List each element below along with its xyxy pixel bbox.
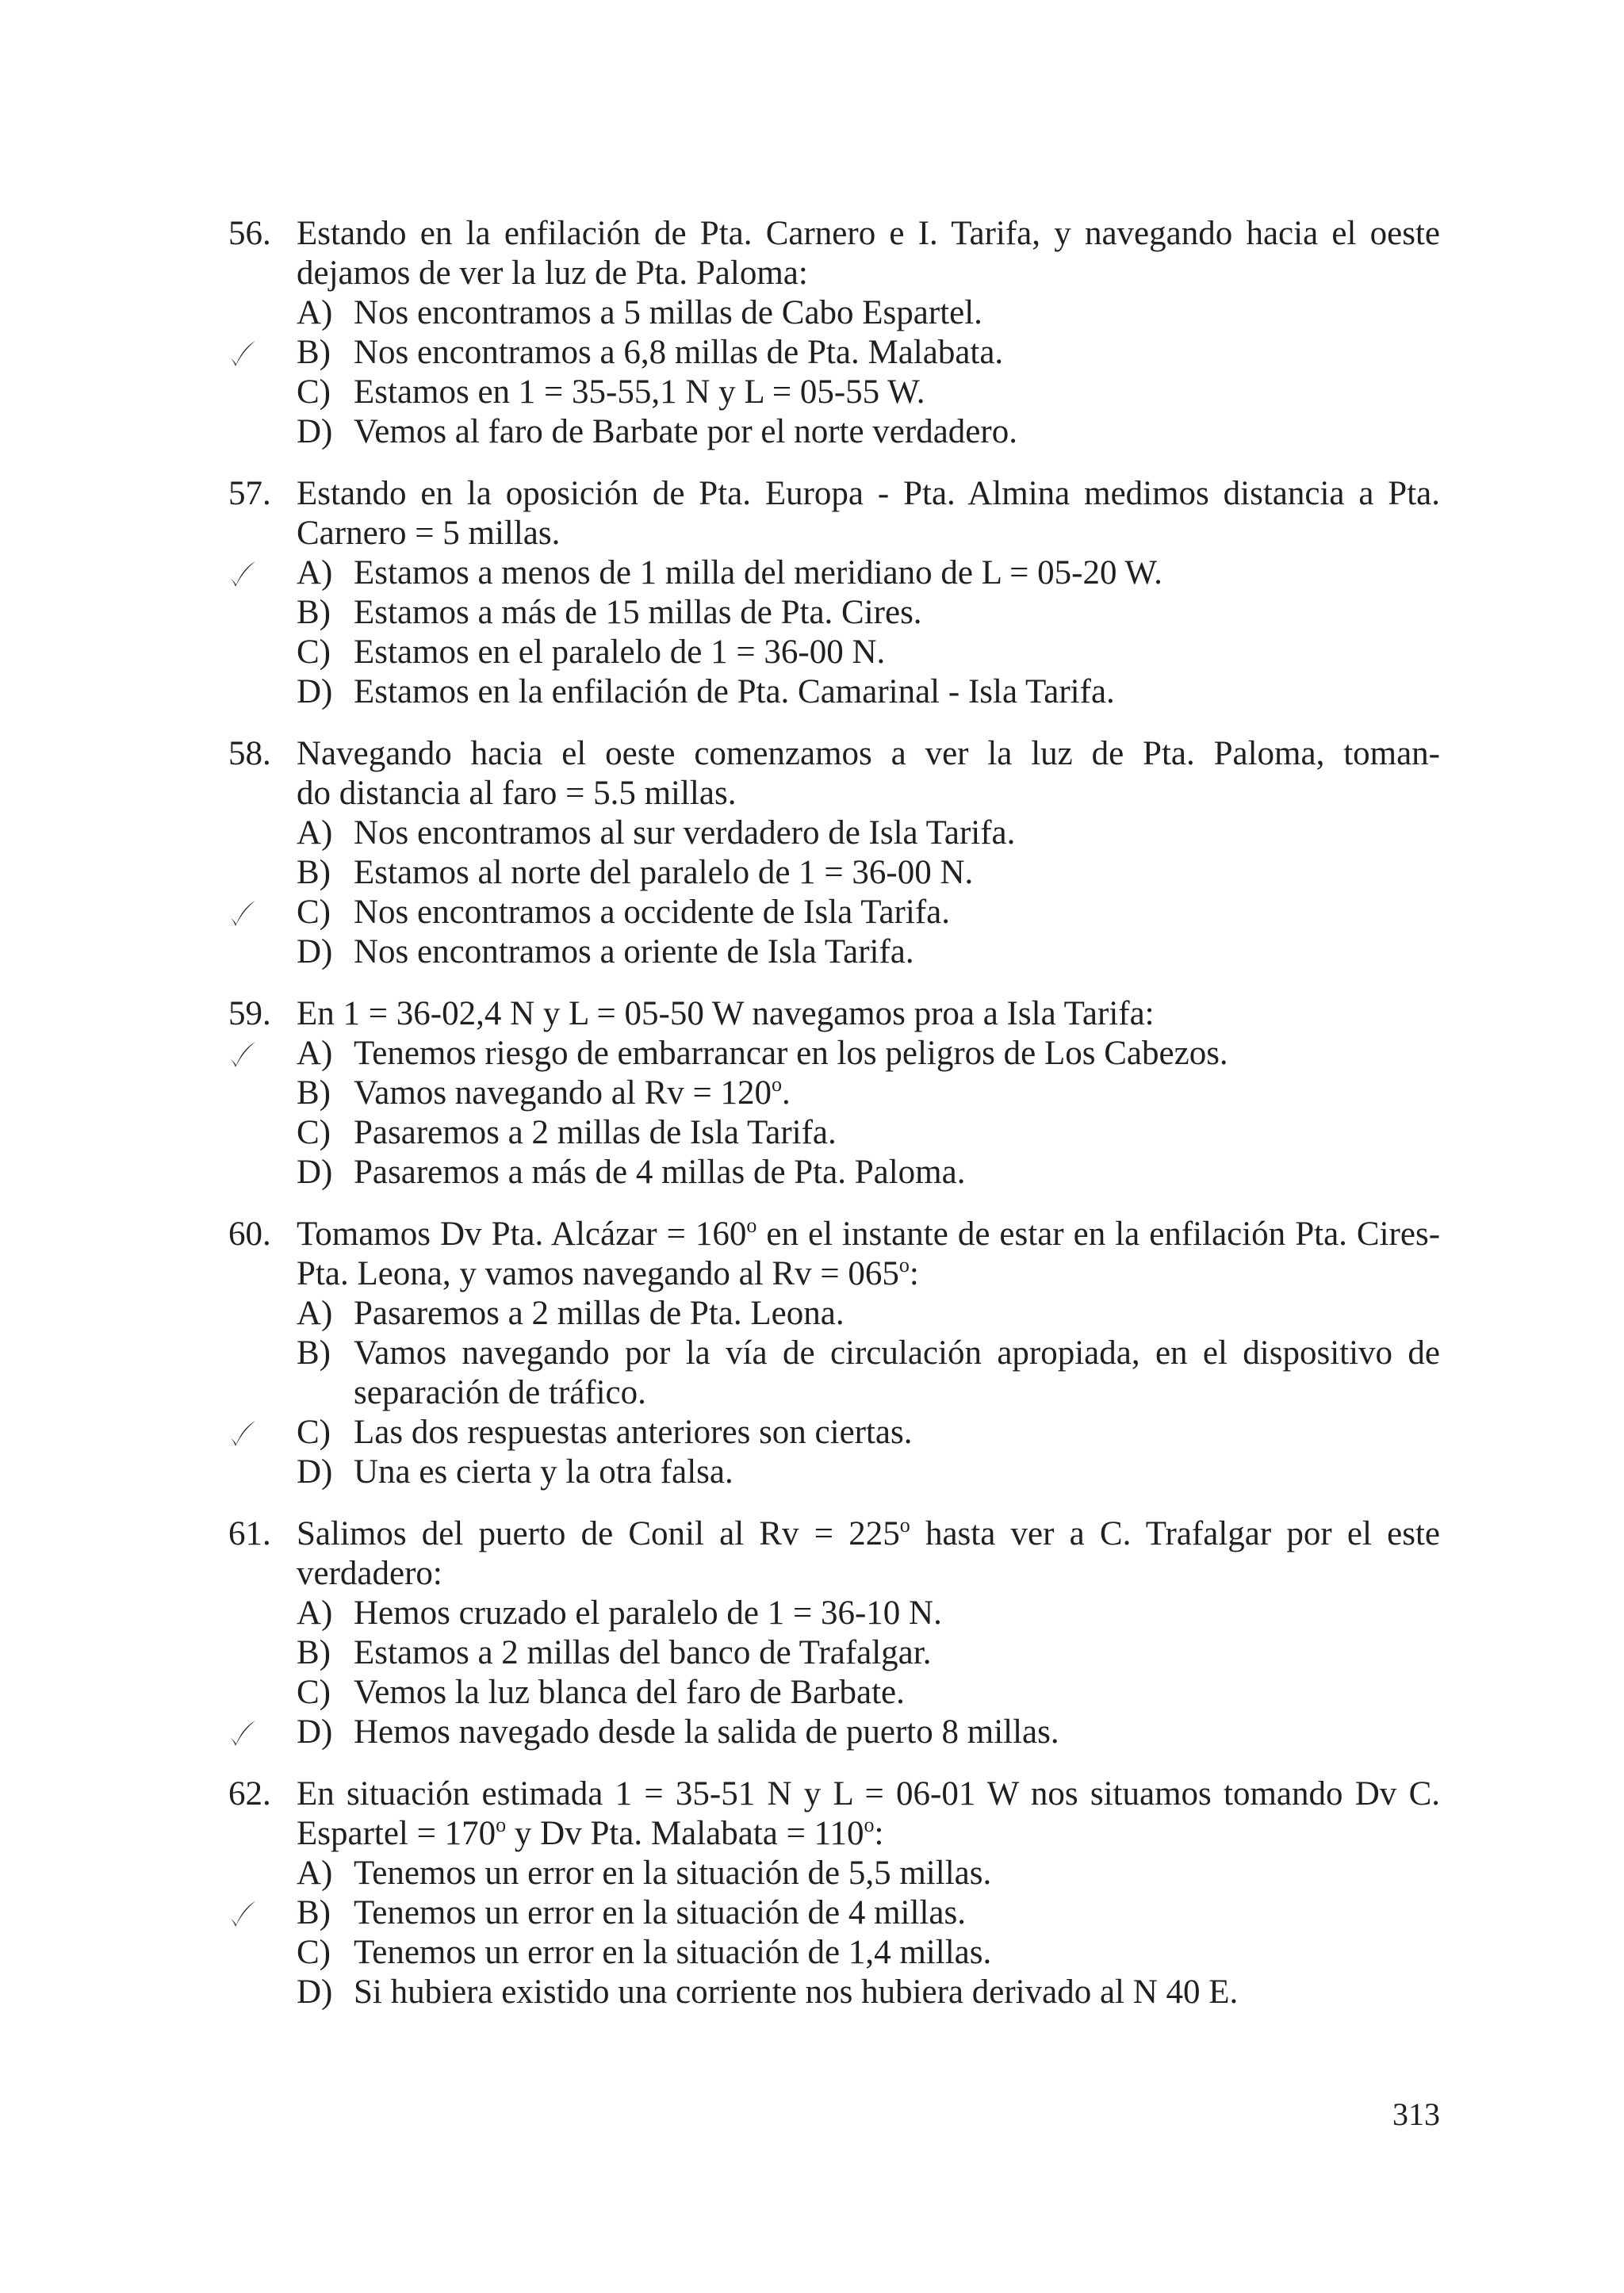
check-mark-icon (225, 1418, 259, 1451)
option-letter: B) (297, 1894, 331, 1931)
option-text: Si hubiera existido una corriente nos hubiera derivado al N 40 E. (354, 1973, 1239, 2011)
question-56 (228, 214, 1440, 452)
option-letter: B) (297, 1634, 331, 1671)
answer-option-c (228, 1673, 1440, 1713)
option-text: Las dos respuestas anteriores son ciertas. (354, 1414, 913, 1451)
question-stem (228, 734, 1440, 774)
question-stem-text: Navegando hacia el oeste comenzamos a ver la luz de Pta. Paloma, toman- (297, 735, 1440, 772)
question-number: 61. (228, 1515, 271, 1552)
answer-option-b (228, 1633, 1440, 1673)
option-text: Estamos en la enfilación de Pta. Camarinal - Isla Tarifa. (354, 673, 1115, 710)
question-number: 60. (228, 1215, 271, 1253)
option-letter: B) (297, 854, 331, 891)
page-number: 313 (1392, 2096, 1440, 2132)
answer-option-c (228, 1933, 1440, 1973)
option-letter: A) (297, 554, 333, 591)
option-letter: B) (297, 594, 331, 631)
option-letter: D) (297, 673, 333, 710)
answer-option-b (228, 853, 1440, 893)
document-page (228, 214, 1440, 2035)
question-stem-text: En situación estimada 1 = 35-51 N y L = 06-01 W nos situamos tomando Dv C. Espartel = $170^o$ y Dv Pta. Malabata = $110^o$: (297, 1775, 1440, 1852)
question-stem-text: En 1 = 36-02,4 N y L = 05-50 W navegamos proa a Isla Tarifa: (297, 995, 1155, 1032)
option-letter: A) (297, 1594, 333, 1632)
answer-option-a (228, 553, 1440, 593)
option-letter: D) (297, 1713, 333, 1751)
answer-option-a (228, 813, 1440, 853)
option-text: Vamos navegando al $Rv = 120^o$. (354, 1073, 791, 1112)
option-text: Tenemos un error en la situación de 1,4 millas. (354, 1934, 992, 1971)
answer-option-c (228, 633, 1440, 672)
option-text: Estamos en 1 = 35-55,1 N y L = 05-55 W. (354, 373, 925, 411)
option-letter: B) (297, 334, 331, 371)
question-number: 57. (228, 475, 271, 512)
answer-option-b (228, 1334, 1440, 1413)
answer-option-c (228, 1413, 1440, 1453)
question-number: 62. (228, 1775, 271, 1813)
answer-option-d (228, 1713, 1440, 1752)
option-letter: A) (297, 1855, 333, 1892)
answer-option-d (228, 1153, 1440, 1192)
question-62 (228, 1774, 1440, 2012)
option-text: Nos encontramos a oriente de Isla Tarifa. (354, 933, 914, 970)
option-letter: A) (297, 814, 333, 852)
option-letter: C) (297, 1934, 331, 1971)
option-letter: C) (297, 894, 331, 931)
question-stem (228, 1774, 1440, 1854)
question-stem-text: Estando en la oposición de Pta. Europa - Pta. Almina medimos distancia a Pta. Carnero = 5 millas. (297, 475, 1440, 552)
option-text: Vamos navegando por la vía de circulación apropiada, en el dispositivo de separación de tráfico. (354, 1334, 1440, 1411)
answer-option-a (228, 1294, 1440, 1334)
option-letter: C) (297, 1674, 331, 1711)
answer-option-c (228, 893, 1440, 932)
question-stem-text: Tomamos Dv Pta. Alcázar = $160^o$ en el instante de estar en la enfilación Pta. Cires- Pta. Leona, y vamos navegando al $Rv = 065^o$: (297, 1214, 1441, 1292)
option-letter: C) (297, 373, 331, 411)
question-stem-text: Salimos del puerto de Conil al $Rv = 225^o$ hasta ver a C. Trafalgar por el este verdadero: (297, 1514, 1440, 1592)
answer-option-d (228, 1453, 1440, 1492)
option-text: Estamos al norte del paralelo de 1 = 36-00 N. (354, 854, 974, 891)
question-61 (228, 1514, 1440, 1752)
option-text: Pasaremos a más de 4 millas de Pta. Paloma. (354, 1154, 966, 1191)
question-stem (228, 774, 1440, 813)
option-text: Tenemos riesgo de embarrancar en los peligros de Los Cabezos. (354, 1035, 1228, 1072)
option-text: Tenemos un error en la situación de 5,5 millas. (354, 1855, 992, 1892)
option-letter: B) (297, 1074, 331, 1112)
check-mark-icon (225, 1039, 259, 1072)
option-letter: A) (297, 294, 333, 331)
question-number: 59. (228, 995, 271, 1032)
option-text: Tenemos un error en la situación de 4 millas. (354, 1894, 966, 1931)
option-letter: B) (297, 1334, 331, 1372)
answer-option-d (228, 412, 1440, 452)
question-stem-text: Estando en la enfilación de Pta. Carnero e I. Tarifa, y navegando hacia el oeste dejamos de ver la luz de Pta. Paloma: (297, 215, 1440, 292)
answer-option-a (228, 293, 1440, 333)
check-mark-icon (225, 1898, 259, 1931)
question-stem (228, 474, 1440, 553)
option-text: Nos encontramos a occidente de Isla Tarifa. (354, 894, 950, 931)
answer-option-a (228, 1594, 1440, 1633)
option-letter: C) (297, 1114, 331, 1151)
option-letter: D) (297, 933, 333, 970)
option-text: Estamos en el paralelo de 1 = 36-00 N. (354, 634, 886, 671)
option-text: Una es cierta y la otra falsa. (354, 1453, 733, 1491)
option-text: Estamos a más de 15 millas de Pta. Cires. (354, 594, 922, 631)
option-text: Vemos al faro de Barbate por el norte verdadero. (354, 413, 1017, 450)
question-58 (228, 734, 1440, 972)
option-text: Pasaremos a 2 millas de Isla Tarifa. (354, 1114, 837, 1151)
question-stem (228, 1215, 1440, 1294)
option-letter: A) (297, 1295, 333, 1332)
option-letter: A) (297, 1035, 333, 1072)
option-text: Nos encontramos a 5 millas de Cabo Espartel. (354, 294, 982, 331)
option-letter: C) (297, 1414, 331, 1451)
question-stem (228, 994, 1440, 1034)
answer-option-a (228, 1034, 1440, 1074)
option-text: Hemos navegado desde la salida de puerto 8 millas. (354, 1713, 1059, 1751)
answer-option-d (228, 1973, 1440, 2012)
question-57 (228, 474, 1440, 712)
option-text: Nos encontramos al sur verdadero de Isla Tarifa. (354, 814, 1016, 852)
question-59 (228, 994, 1440, 1192)
question-60 (228, 1215, 1440, 1492)
option-letter: D) (297, 1154, 333, 1191)
answer-option-c (228, 373, 1440, 412)
check-mark-icon (225, 558, 259, 591)
check-mark-icon (225, 1717, 259, 1751)
check-mark-icon (225, 338, 259, 371)
check-mark-icon (225, 898, 259, 931)
question-stem (228, 214, 1440, 293)
question-stem (228, 1514, 1440, 1594)
answer-option-a (228, 1854, 1440, 1893)
option-letter: C) (297, 634, 331, 671)
question-number: 56. (228, 215, 271, 252)
option-text: Vemos la luz blanca del faro de Barbate. (354, 1674, 905, 1711)
option-text: Estamos a menos de 1 milla del meridiano de L = 05-20 W. (354, 554, 1162, 591)
answer-option-d (228, 932, 1440, 972)
option-text: Pasaremos a 2 millas de Pta. Leona. (354, 1295, 845, 1332)
option-text: Estamos a 2 millas del banco de Trafalgar. (354, 1634, 932, 1671)
answer-option-b (228, 593, 1440, 633)
option-text: Nos encontramos a 6,8 millas de Pta. Malabata. (354, 334, 1004, 371)
answer-option-b (228, 1893, 1440, 1933)
question-number: 58. (228, 735, 271, 772)
option-letter: D) (297, 1453, 333, 1491)
option-letter: D) (297, 1973, 333, 2011)
option-letter: D) (297, 413, 333, 450)
option-text: Hemos cruzado el paralelo de 1 = 36-10 N. (354, 1594, 942, 1632)
question-stem-text: do distancia al faro = 5.5 millas. (297, 775, 737, 812)
answer-option-b (228, 333, 1440, 373)
answer-option-c (228, 1113, 1440, 1153)
answer-option-d (228, 672, 1440, 712)
answer-option-b (228, 1074, 1440, 1113)
